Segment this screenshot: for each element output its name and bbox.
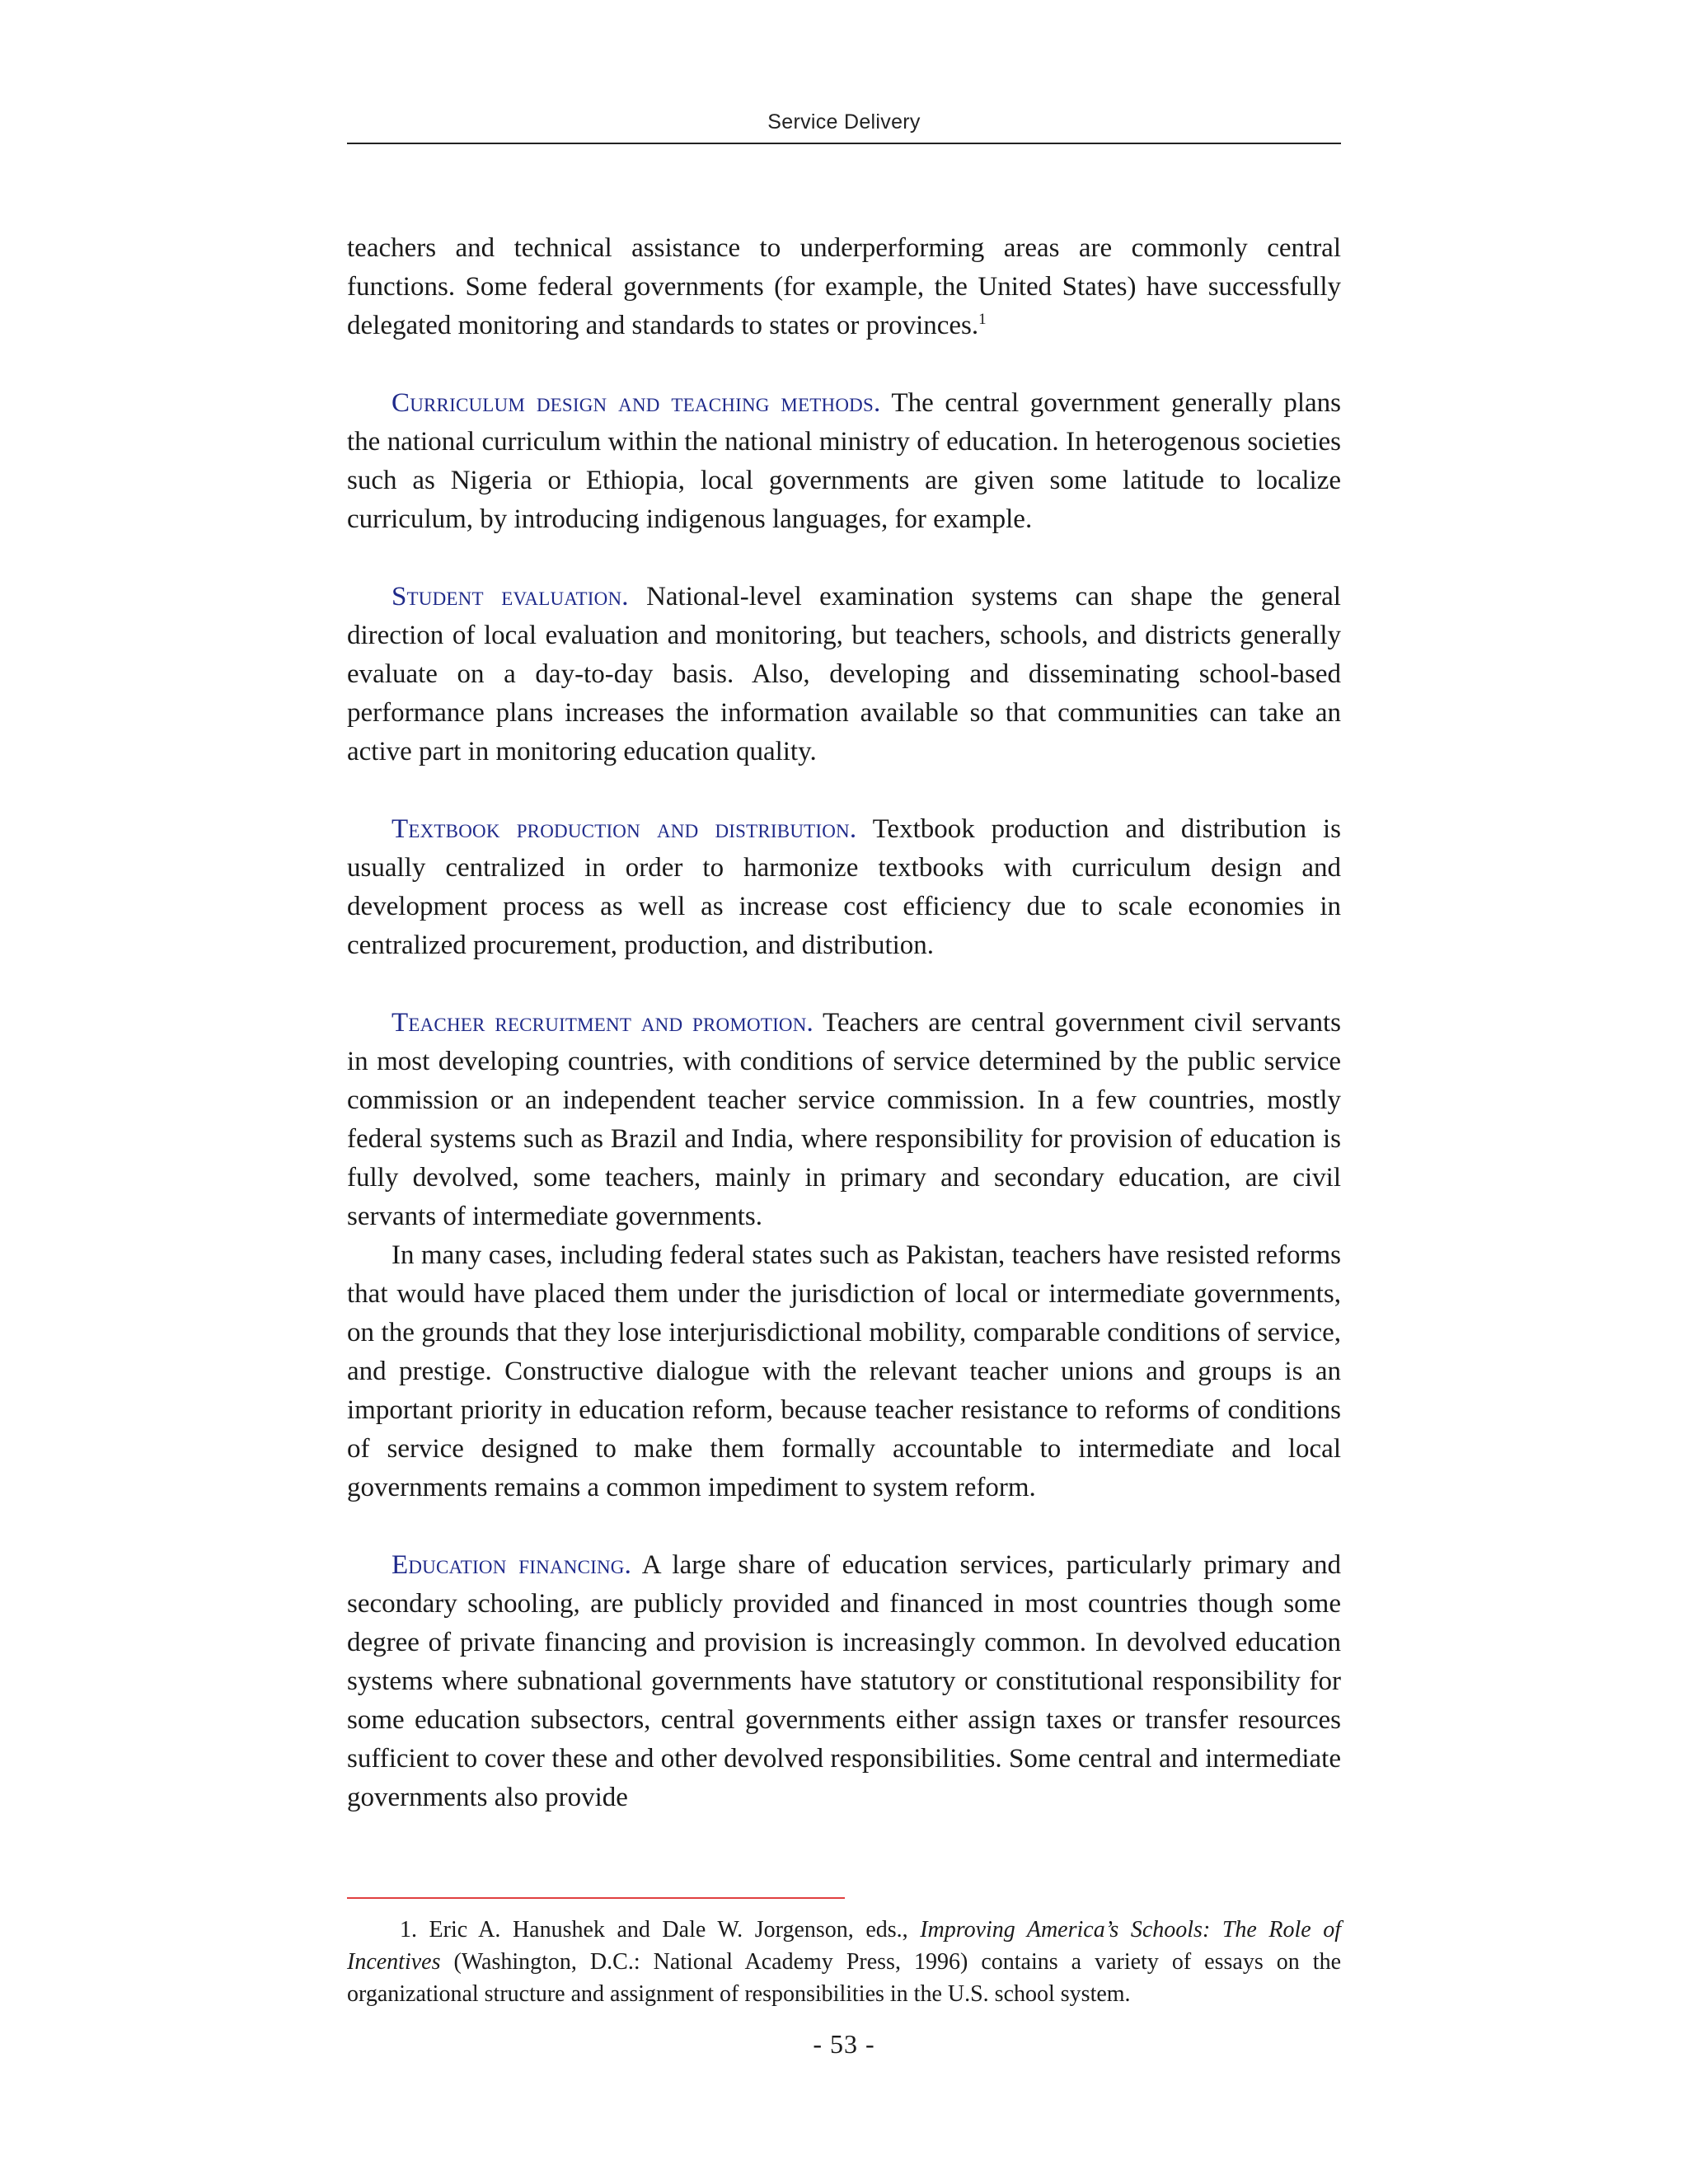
paragraph-text: National-level examination systems can shape the general direction of local evaluation and monitoring, but teachers, schools, and districts generally evaluate on a day-to-day basis. Also, developing and disseminating school-based performance plans increases the information available so that communities can take an active part in monitoring education quality.	[347, 582, 1341, 766]
paragraph-text: Textbook production and distribution is usually centralized in order to harmonize textbooks with curriculum design and development process as well as increase cost efficiency due to scale economies in centralized procurement, production, and distribution.	[347, 814, 1341, 960]
main-text	[347, 229, 1341, 1817]
paragraph-student-evaluation	[347, 578, 1341, 771]
paragraph-teacher-recruitment	[347, 1004, 1341, 1236]
paragraph-text: teachers and technical assistance to underperforming areas are commonly central functions. Some federal governments (for example, the United States) have successfully delegated monitoring and standards to states or provinces.	[347, 233, 1341, 340]
paragraph-teacher-resistance	[347, 1236, 1341, 1507]
paragraph-text: A large share of education services, particularly primary and secondary schooling, are publicly provided and financed in most countries though some degree of private financing and provision is increasingly common. In devolved education systems where subnational governments have statutory or constitutional responsibility for some education subsectors, central governments either assign taxes or transfer resources sufficient to cover these and other devolved responsibilities. Some central and intermediate governments also provide	[347, 1550, 1341, 1812]
header-rule	[347, 143, 1341, 144]
footnote-authors: Eric A. Hanushek and Dale W. Jorgenson, eds.,	[417, 1917, 921, 1943]
paragraph-curriculum	[347, 384, 1341, 539]
running-header: Service Delivery	[767, 110, 921, 134]
paragraph-text: In many cases, including federal states such as Pakistan, teachers have resisted reforms that would have placed them under the jurisdiction of local or intermediate governments, on the grounds that they lose interjurisdictional mobility, comparable conditions of service, and prestige. Constructive dialogue with the relevant teacher unions and groups is an important priority in education reform, because teacher resistance to reforms of conditions of service designed to make them formally accountable to intermediate and local governments remains a common impediment to system reform.	[347, 1240, 1341, 1502]
footnote-text: (Washington, D.C.: National Academy Press, 1996) contains a variety of essays on the organizational structure and assignment of responsibilities in the U.S. school system.	[347, 1949, 1341, 2007]
footnote	[347, 1914, 1341, 2010]
paragraph-education-financing	[347, 1546, 1341, 1817]
paragraph-text: Teachers are central government civil servants in most developing countries, with conditions of service determined by the public service commission or an independent teacher service commission. In a few countries, mostly federal systems such as Brazil and India, where responsibility for provision of education is fully devolved, some teachers, mainly in primary and secondary education, are civil servants of intermediate governments.	[347, 1008, 1341, 1231]
paragraph-continuation	[347, 229, 1341, 345]
section-heading: Curriculum design and teaching methods.	[392, 388, 881, 418]
footnote-book-title: Improving America’s Schools: The Role of Incentives	[347, 1917, 1341, 1975]
section-heading: Education financing.	[392, 1550, 632, 1580]
footnote-reference[interactable]: 1	[978, 311, 987, 328]
page-number: - 53 -	[813, 2029, 875, 2059]
section-heading: Teacher recruitment and promotion.	[392, 1008, 814, 1038]
paragraph-textbook	[347, 810, 1341, 965]
footnote-number: 1.	[400, 1917, 417, 1943]
paragraph-text: The central government generally plans the national curriculum within the national ministry of education. In heterogenous societies such as Nigeria or Ethiopia, local governments are given some latitude to localize curriculum, by introducing indigenous languages, for example.	[347, 388, 1341, 534]
section-heading: Student evaluation.	[392, 582, 629, 612]
section-heading: Textbook production and distribution.	[392, 814, 857, 844]
footnote-rule	[347, 1897, 845, 1899]
